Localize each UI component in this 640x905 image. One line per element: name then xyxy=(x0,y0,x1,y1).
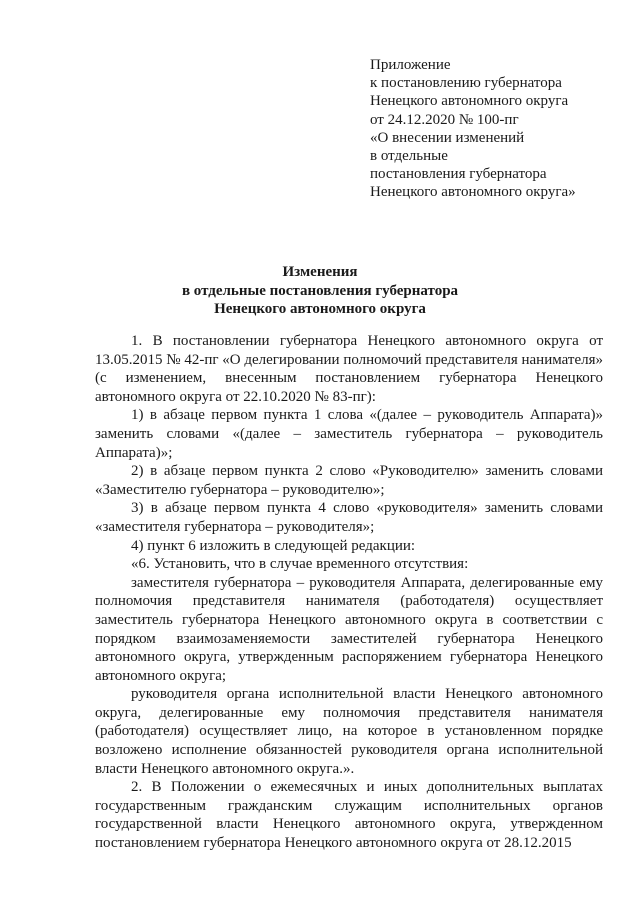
document-body xyxy=(95,332,603,853)
paragraph-quote-6: «6. Установить, что в случае временного отсутствия: xyxy=(131,556,469,573)
appendix-line: Ненецкого автономного округа xyxy=(370,93,569,110)
appendix-line: в отдельные xyxy=(370,148,448,165)
appendix-line: постановления губернатора xyxy=(370,166,547,183)
appendix-header xyxy=(370,56,620,202)
paragraph-quote-head: руководителя органа исполнительной власти Ненецкого автономного округа, делегированные ему полномочия представителя нанимателя (работодателя) осуществляет лицо, на которое в установленном порядке возложено исполнение обязанностей руководителя органа исполнительной власти Ненецкого автономного округа.». xyxy=(95,686,603,777)
document-title xyxy=(0,263,640,319)
appendix-line: «О внесении изменений xyxy=(370,129,525,146)
appendix-line: Приложение xyxy=(370,57,451,73)
paragraph-1-2: 2) в абзаце первом пункта 2 слово «Руководителю» заменить словами «Заместителю губернатора – руководителю»; xyxy=(95,463,603,498)
paragraph-2: 2. В Положении о ежемесячных и иных дополнительных выплатах государственным гражданским служащим исполнительных органов государственной власти Ненецкого автономного округа, утвержденном постановлением губернатора Ненецкого автономного округа от 28.12.2015 xyxy=(95,779,603,852)
appendix-line: Ненецкого автономного округа» xyxy=(370,184,576,201)
title-line: в отдельные постановления губернатора xyxy=(181,282,459,299)
appendix-line: от 24.12.2020 № 100-пг xyxy=(370,111,519,128)
paragraph-1-3: 3) в абзаце первом пункта 4 слово «руководителя» заменить словами «заместителя губернатора – руководителя»; xyxy=(95,500,603,535)
paragraph-1: 1. В постановлении губернатора Ненецкого автономного округа от 13.05.2015 № 42-пг «О делегировании полномочий представителя нанимателя» (с изменением, внесенным постановлением губернатора Ненецкого автономного округа от 22.10.2020 № 83-пг): xyxy=(95,333,603,405)
paragraph-1-4: 4) пункт 6 изложить в следующей редакции: xyxy=(131,537,416,554)
paragraph-1-1: 1) в абзаце первом пункта 1 слова «(далее – руководитель Аппарата)» заменить словами «(далее – заместитель губернатора – руководитель Аппарата)»; xyxy=(95,407,603,461)
title-line: Ненецкого автономного округа xyxy=(214,301,426,317)
appendix-line: к постановлению губернатора xyxy=(370,75,562,92)
paragraph-quote-deputy: заместителя губернатора – руководителя Аппарата, делегированные ему полномочия представителя нанимателя (работодателя) осуществляет заместитель губернатора Ненецкого автономного округа в соответствии с порядком взаимозаменяемости заместителей губернатора Ненецкого автономного округа, утвержденным распоряжением губернатора Ненецкого автономного округа; xyxy=(95,574,603,684)
title-line: Изменения xyxy=(282,264,358,280)
